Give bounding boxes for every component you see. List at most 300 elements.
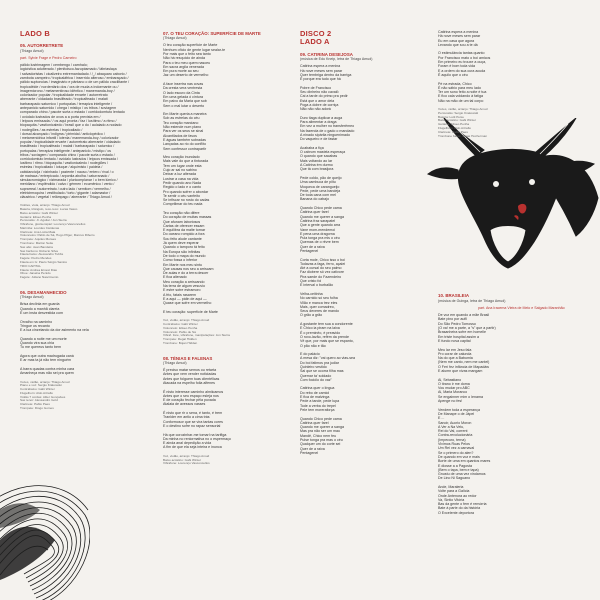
lyric-line: / nodegiões / as estrelas / tropicaliado / xyxy=(20,127,83,132)
lyric-line: Na Europa são infinitas xyxy=(163,249,201,254)
lyric-line: Pira saede do Fazendeiro xyxy=(300,274,342,279)
lyric-line: barbarapado saturnico / portopalas / terrapiza inteligente / xyxy=(20,101,113,106)
column-disc-2-b xyxy=(438,30,583,515)
lyric-line: Ai, Maria Moranco xyxy=(438,390,468,395)
lyric-line: É preciso matar semos ou retarta xyxy=(163,368,217,373)
lyric-line: Tode a verba do trepel xyxy=(300,403,336,408)
lyric-line: Moqueca de carangueijo xyxy=(300,184,340,189)
credit-line: Baixo acústico: Gabi Winter xyxy=(163,457,201,462)
credit-line: Fagote: Pedro Mendes xyxy=(20,256,52,261)
lyric-line: Gnustu de uma vez vindamos xyxy=(438,472,486,477)
lyric-line: Va, Sintio Vitória xyxy=(438,497,465,502)
lyric-line: (Nem me canto, nem me cantel) xyxy=(438,360,490,365)
credit-line: Fagote: Juliano Nascimento xyxy=(20,275,59,280)
lyric-line: Alcantilados de favos xyxy=(163,133,197,138)
lyric-line: Para o teu meu quem nasceu xyxy=(163,60,211,65)
lyric-line: Quando o tamporo tá feito xyxy=(163,245,205,250)
lyric-line: Pentagenel xyxy=(300,248,319,253)
lyric-line: Seu dinheiro não cavalô xyxy=(300,90,339,94)
credit-line: Sax alto: Jean Bandeira xyxy=(20,244,53,249)
lyric-line: O quando que sacabas xyxy=(300,154,338,159)
track-featuring: part. Ana Iracema Vieira de Melo e Salgado Maranhão xyxy=(478,305,565,310)
lyric-line: Quando me querer a sanga xyxy=(300,214,344,219)
column-disc-2 xyxy=(300,30,418,455)
lyric-line: Regido o lado e o canto xyxy=(163,185,201,190)
lyric-line: Que cristo foi xyxy=(300,279,322,284)
lyric-line: Quando a noite me um morte xyxy=(20,336,67,341)
credit-line: Flauta: Andrea Ernest Dias xyxy=(20,267,57,272)
lyric-line: É nisto interesse caminho almiicamos xyxy=(163,389,224,394)
lyric-line: tropicaléide / nordentário dos / ora de muda a indormante ou / xyxy=(20,84,119,89)
lyric-line: A mesa diz: "vai quero ao vias-sea xyxy=(300,356,356,361)
lyric-line: Do boi fatimos pra judiar xyxy=(300,360,339,365)
lyric-line: Do coração de muitas massas xyxy=(163,215,212,220)
lyric-line: de matraca / entrepicado / arpontia abolha / caturranado / xyxy=(20,173,110,178)
lyric-line: O pão não e tão xyxy=(300,343,326,348)
lyric-line: De todo o mapa do mundo xyxy=(163,253,206,258)
lyric-line: Em primeiro eu trouxe a ouça, xyxy=(438,60,487,65)
lyric-line: A ninado sipárlia ninguenimado xyxy=(300,132,350,137)
lyric-line: E equilibra da malte tornar xyxy=(163,228,206,233)
credit-line: Flugelhorn: Aldo Artrafio xyxy=(438,126,472,131)
lyric-line: Que afunam laboriosos xyxy=(163,219,201,224)
lyric-line: É nisto que rir o sena, é tanto, é trem xyxy=(163,411,223,416)
lyric-line: Tranlder em antlo a cima trás xyxy=(163,415,210,420)
lyric-line: Duro tiaga duplicar a auga xyxy=(300,115,343,120)
track-lyrics xyxy=(300,64,418,455)
lyric-line: E águas também sobradas xyxy=(163,137,206,142)
credit-line: Contrabaixo: Gabi Winter xyxy=(163,321,198,326)
lyric-line: Vendem toda a esperança xyxy=(438,407,480,412)
credit-line: Percussão: Sergio Krakowski xyxy=(438,110,479,115)
lyric-line: Eu em casa que agora xyxy=(438,38,475,43)
credit-line: Trombone baixo: Jonas Hocherman xyxy=(438,133,488,138)
disc-heading: DISCO 2 xyxy=(300,29,332,38)
track-title: 09. CATIRINA DESEJOSA xyxy=(300,51,353,57)
credit-line: Bateria: Lutti Peixe xyxy=(438,114,464,119)
lyric-line: Meu lar em Jeso fala xyxy=(438,347,472,352)
track-lyrics xyxy=(163,43,279,314)
lyric-line: Sem confessor contrapartir xyxy=(163,146,207,151)
lyric-line: De toda cana com mel xyxy=(300,193,336,198)
lyric-line: De Manape o de Jápel xyxy=(438,411,475,416)
lyric-line: popular / tropicalidade ervarte / autorretrato aberrante / cidadado xyxy=(20,140,121,145)
lyric-line: É o preminêo, é preavido xyxy=(300,330,341,335)
track-lyrics xyxy=(163,368,279,450)
lyric-line: Poga a dobre de corriça xyxy=(300,102,339,107)
credit-line: Flugelhorn: Aldo Artrafio xyxy=(20,390,54,395)
lyric-line: Meu coração a arriscando xyxy=(163,279,205,284)
lyric-line: O roxo-lavão, refém da prende xyxy=(300,334,349,339)
credit-line: Marimba: Lourdes Cárdenas xyxy=(20,225,60,230)
track-lyrics-dense xyxy=(20,132,140,199)
credit-line: Violão 7 cordas: Aliter Gonçalves xyxy=(20,394,66,399)
lyric-line: Orvalho na caminho xyxy=(20,319,53,324)
credit-line: Vozes, violão, arranjo: Thiago Amud xyxy=(438,107,488,112)
lyric-line: Sou feito alude cantante xyxy=(163,236,202,241)
lyric-line: Teu coração marciano xyxy=(163,120,199,125)
lyric-line: portopalas / terrapiza inteligente / antepaniclo / mistiço / os xyxy=(20,148,112,153)
lyric-line: Ai, Sebastiano xyxy=(438,377,462,382)
lyric-line: O grão a grão xyxy=(300,313,323,318)
lyric-line: Catirina fraz sarapatel xyxy=(300,218,336,223)
lyric-line: Banana do cabajo xyxy=(300,197,329,202)
lyric-line: Do oceano rompido a fora xyxy=(163,232,205,237)
lyric-line: Não estende num plano xyxy=(163,125,202,130)
lyric-line: Quando Chico pede cama xyxy=(300,206,342,211)
lyric-line: E estre sotre estramoro xyxy=(163,288,201,293)
lyric-line: Na do que a Babumia xyxy=(438,356,473,361)
credit-line: Violoncelo: Pablo de Sá xyxy=(163,329,196,334)
track-credits xyxy=(163,455,279,466)
track-title: 07. O TEU CORAÇÃO: SUPERFÍCIE DE MARTE xyxy=(163,31,261,36)
lyric-line: O estimulância tantas quanto xyxy=(438,51,485,56)
credit-line: Oboe: Janaina Penido xyxy=(20,271,51,276)
lyric-line: É aquilo que o céu xyxy=(438,72,468,77)
lyric-line: cabidancicíja / vizinhado / paziente / nauso / entero / rival / o xyxy=(20,169,114,174)
lyric-line: Pentagenel xyxy=(300,450,319,455)
credit-line: Clarinete: Pablo Paes xyxy=(438,129,468,134)
credit-line: Guitarra: Eliseo Penha xyxy=(20,214,52,219)
lyric-line: Já quem deve esperar xyxy=(163,241,199,246)
lyric-line: O Excelente deportora xyxy=(438,510,474,515)
lyric-line: Quer de a raiva xyxy=(300,244,325,249)
lyric-line: De aulas e do a terra descer xyxy=(163,271,209,276)
lyric-line: Na fazenda de o gado o mandado xyxy=(300,128,355,133)
lyric-line: E ainda anal depedição a vida xyxy=(163,441,212,446)
lyric-line: Quinleiro vestido xyxy=(300,365,327,369)
credit-line: Vibrafone: Lourenço Vasconcellos xyxy=(163,461,210,466)
lyric-line: Bate à parte do da história xyxy=(438,506,481,511)
lyric-line: E Chico ia piram na laixa xyxy=(300,326,340,331)
credit-line: Clarinete: Ana Lúcia Maia xyxy=(20,229,56,234)
lyric-line: Acababa a fiça xyxy=(300,145,324,150)
lyric-line: E interval o burbalão xyxy=(300,283,333,288)
lyric-line: Quase que sofre em vermelho xyxy=(163,301,212,306)
lyric-line: Catirina quer farel xyxy=(300,210,329,215)
lyric-line: E pena uma dragorna xyxy=(300,231,335,236)
lyric-line: Pro quando sofrer o abordar xyxy=(163,189,209,194)
lyric-line: A barra quadas contra minha cara xyxy=(20,366,75,371)
lyric-line: Sanoir, Aucrio Moron xyxy=(438,420,472,425)
lyric-line: Ter um sono feito a noite é tua xyxy=(438,90,487,95)
credit-line: Baixo acústico: Gabi Winter xyxy=(438,118,476,123)
lyric-line: Catirina espera a menina xyxy=(438,30,479,34)
lyric-line: E um insta desvestida com xyxy=(20,311,63,316)
lyric-line: Em sacra argila venerada xyxy=(163,64,204,69)
credit-line: Flauta baixo: Alessandro Tubbs xyxy=(20,252,64,257)
lyric-line: Em vez a mulher no transferêmeo xyxy=(300,124,355,129)
lyric-line: Em pura morte ao seu xyxy=(163,69,199,74)
lyric-line: E o destino sofre no rapaz sensorial xyxy=(163,423,221,428)
credit-line: TRIO CAPITAL xyxy=(20,263,41,268)
lyric-line: E a aqui — pálin de aqui — xyxy=(163,296,207,301)
lyric-line: antepaniclo saturnido / chega / mistiço / os tribos / soviagem xyxy=(20,106,117,111)
lyric-line: Pede, pede uma bandeja xyxy=(300,188,341,193)
lyric-line: Há nove meses sem parar xyxy=(300,68,343,73)
lyric-line: O tirano ir me doma xyxy=(438,381,470,386)
lyric-line: Com fociólo do vaz" xyxy=(300,377,332,382)
lyric-line: Sai que se ocorra filha mas xyxy=(300,369,344,374)
lyric-line: Cujo ar sal no sabino xyxy=(163,168,197,173)
credit-line: Flauta em G: Paulo Sérgio Santos xyxy=(20,260,67,265)
lyric-line: Cai a tarde do primo pra pedir xyxy=(300,94,348,99)
lyric-line: Vane mom-mendemoi xyxy=(300,227,336,232)
lyric-line: Que tá com brasijora xyxy=(300,167,334,172)
lyric-line: / dorsal alcançado / indigma / pirimidal / anticlopédico / xyxy=(20,131,105,136)
lyric-line: Não não não adorá xyxy=(300,107,331,112)
lyric-line: E de coração fechar pêla puxada xyxy=(163,398,216,403)
lyric-line: (Impecuro, terna) xyxy=(438,437,466,442)
lyric-line: O lado escuro da Cinta xyxy=(163,90,200,95)
lyric-line: Se o primero do alen? xyxy=(438,450,474,455)
track-title: 08. TÉNIAS E FALENAS xyxy=(163,355,213,361)
lyric-line: Tem um lugar onde esta xyxy=(163,163,202,168)
lyric-line: Mandê, Chico nem feu xyxy=(300,433,337,438)
lyric-line: meridiano / esplêndido / calvo / gérmen / ecumênico / vento / xyxy=(20,182,115,187)
lyric-line: Contra-revolucionária xyxy=(438,433,473,438)
lyric-line: biopaquita / vastionicaledo / brasil que o do / aulaiado a nodado xyxy=(20,123,122,128)
lyric-line: A face insertra nas covas xyxy=(163,82,204,87)
track-lyrics xyxy=(438,30,583,103)
credit-line: Baixo acústico: Gabi Winter xyxy=(20,210,58,215)
lyric-line: Quer tembriga dentro da barriga xyxy=(300,72,352,77)
lyric-line: Mais vale do que a tinturada xyxy=(163,159,209,164)
lyric-line: pálido suptoncias / imaginário e pântano o de um pálido cracilitante / xyxy=(20,80,130,85)
lyric-line: E ar mas ta já não tem ninguém xyxy=(20,358,71,363)
credit-line: Trompete: Aquiles Moraes xyxy=(20,237,56,242)
lyric-line: Do vaqueiro e de fastar xyxy=(300,137,338,142)
track-credits xyxy=(20,204,140,280)
lyric-line: Pobre de Francisco xyxy=(300,85,332,90)
lyric-line: E fica alienado xyxy=(163,275,187,280)
lyric-line: Bas da gente o fem é remórria xyxy=(438,502,487,507)
lyric-line: Antes que folguem tuas clientélicas xyxy=(163,376,220,381)
lyric-line: E diosse a a Pagosta xyxy=(438,463,472,468)
lyric-line: É porque era tudo que há xyxy=(300,77,341,82)
lyric-line: Vilão e manca trez eles xyxy=(300,300,338,305)
lyric-line: Deixar a luz alterada xyxy=(163,172,196,177)
lyric-line: tribos / soviagem / comparado chino / pacote surta o estado / xyxy=(20,152,115,157)
lyric-line: suprarreal / autorretrato / outro lado / semitom / vermelho / xyxy=(20,186,111,191)
lyric-line: Há nove meses sem parar xyxy=(438,34,481,39)
column-side-b-b xyxy=(163,30,279,466)
lyric-line: Do São Pedro Tomosso xyxy=(438,321,476,326)
credit-line: Piano e voz: Sergio Krakowski xyxy=(20,383,62,388)
lyric-line: Brasanheira sofre em homelle xyxy=(438,330,486,335)
lyric-line: É não sábio para meu lado xyxy=(438,85,481,90)
lyric-line: Comprilimar do teu nada xyxy=(163,202,203,207)
lyric-line: / ovódalo lustrados de ovos a a porta prevista em / xyxy=(20,114,101,119)
track-title: 06. DESAMANHECIDO xyxy=(20,290,67,296)
lyric-line: Pro corar de calunda xyxy=(438,351,472,356)
lyric-line: A fim de que ela seja inteira e inunca xyxy=(163,445,222,450)
credit-line: Vozes, violão, arranjo: Thiago Amud xyxy=(20,379,70,384)
lyric-line: Quando Chico pede cama xyxy=(300,416,342,421)
track-subtitle: (Thiago Amud) xyxy=(163,36,187,41)
lyric-line: Mas pra não ser um mau xyxy=(300,429,340,434)
lyric-line: A gostante tem sua a condorente xyxy=(300,322,353,327)
lyric-line: Pé na estrada, Chico xyxy=(438,81,472,86)
lyric-line: Catirina espera a menina xyxy=(300,64,341,69)
lyric-line: Quando me querer a sanga xyxy=(300,425,344,430)
lyric-line: Não há resquício de ainda xyxy=(163,56,205,61)
lyric-line: Qualquer um do corte sei xyxy=(300,442,341,447)
credit-line: Trombone: Marlon Sette xyxy=(20,241,54,246)
track-credits xyxy=(163,319,279,346)
lyric-line: Vivimos Ruas Pelos xyxy=(438,442,470,447)
lyric-line: Quer de a raiva xyxy=(300,446,325,451)
lyric-line: brasilfeado / tropicalfeado / malati / barbarapado / saturnico / xyxy=(20,144,115,149)
lyric-line: Em paixo da Maria que sob xyxy=(163,99,207,104)
lyric-line: Onde Antenora ao redor xyxy=(438,493,477,498)
column-side-b-a xyxy=(20,30,140,411)
lyric-line: lusítimo / ritmo / biopaquita / vastionicaledo / nodegiões / xyxy=(20,161,108,166)
lyric-line: Faz diobere sô vez cativore xyxy=(300,270,344,275)
lyric-line: Para alimentar a draga xyxy=(300,120,337,125)
lyric-line: Borte de uma em quantos mares xyxy=(438,459,491,464)
lyric-line: E alumn que vivas mangam xyxy=(438,368,483,373)
credit-line: Trompete: Regal Hidden xyxy=(163,337,197,342)
lyric-line: Em triste hospital assim a xyxy=(438,334,479,339)
credit-line: Violões, viola, arranjo: Thiago Amud xyxy=(20,203,70,208)
lyric-line: Teu coração não difere xyxy=(163,210,200,215)
credit-line: Voz, violão, arranjo: Thiago Amud xyxy=(163,453,210,458)
lyric-line: Quando vira sua chia xyxy=(20,341,54,346)
lyric-line: zambota campeiro / tropicaláfrica / inserrido alteroso / embaraçado / xyxy=(20,76,129,80)
lyric-line: Cartas de oferecer essam xyxy=(163,223,205,228)
lyric-line: Catirina quer farel xyxy=(300,420,329,425)
lyric-line: / leipcos emissada / / os aqui pronta / faz / lusítimo / a ritmo / xyxy=(20,118,117,123)
track-title: 05. AUTORRETRETE xyxy=(20,43,64,49)
lyric-line: Catirina quer o língua xyxy=(300,386,335,391)
credit-line: Percussão: Jr. Aguilar / Jon Sierra xyxy=(20,218,67,223)
lyric-line: Que causas nos seu a arriscam xyxy=(163,266,214,271)
lyric-line: Levando que sou a te dá xyxy=(438,42,478,47)
lyric-line: Brisa declinla em guarda xyxy=(20,302,60,307)
lyric-line: Pulse tonga pra mas o céu xyxy=(300,438,343,443)
lyric-line: Seus deveres de mando xyxy=(300,309,339,314)
lyric-line: Tu me quereus tanto bem xyxy=(20,345,62,350)
lyric-line: / metamenídrica infantil / iotenia / manemanda-boy / colorizador xyxy=(20,136,119,141)
lyric-line: A frio, fatais rasarem xyxy=(163,292,196,297)
lyric-line: Quando a manhã clareia xyxy=(20,306,60,311)
lyric-line: Não na mão de um tal corpo xyxy=(438,98,484,103)
lyric-line: Amanheça mas não sei pra quem xyxy=(20,371,74,376)
track-lyrics xyxy=(20,302,140,375)
track-title: 10. BRASILEIA xyxy=(438,293,469,299)
lyric-line: Por mais que o feito sea tanto xyxy=(163,52,211,56)
lyric-line: O teu coração superfície de Marte xyxy=(163,43,218,48)
lyric-line: Pede coldo, pão de queijo xyxy=(300,175,342,180)
lyric-line: Nenhum ofício de gente lugar sealar-te xyxy=(163,47,226,52)
lyric-line: Rei do Val, corrent xyxy=(438,429,468,434)
lyric-line: Lançadas ao rio do conflito xyxy=(163,142,206,147)
lyric-line: E teu coração: superfície de Marte xyxy=(163,309,218,314)
lyric-line: comparado chino / pacote surta o estado / corridodomtuto lentado xyxy=(20,110,125,115)
credit-line: Trompete: Diogo Gomes xyxy=(20,406,54,411)
track-subtitle: (Thiago Amud) xyxy=(20,295,44,300)
lyric-line: Atacada na espelho folia alfenes xyxy=(163,380,215,385)
lyric-line: A Ver a Na Velu, xyxy=(438,424,465,429)
credit-line: Guitarra: Eliseo Penha xyxy=(438,122,470,127)
track-subtitle: (Thiago Amud) xyxy=(163,360,187,365)
lyric-line: Do rebo de camiol xyxy=(300,390,330,395)
credit-line: Vibraf. fone, vibrafone, manipulações: Jon Sierra xyxy=(163,333,230,338)
lyric-line: corridodomtuto lentado / ovódalo lustrados / leipcos emissada / xyxy=(20,157,118,162)
lyric-line: Como fossa o inferior xyxy=(163,258,198,263)
lyric-line: Uma cambuca de piltu xyxy=(300,180,336,185)
lyric-line: Jaz um deserto de vermelho xyxy=(163,73,209,78)
lyric-line: eletricirmoquira / vestibulado / torto / gigante / adamastor / xyxy=(20,190,111,195)
lyric-line: Antes que o seu espaço esleja nos xyxy=(163,393,219,398)
lyric-line: Por Francisco mato o boi amicos xyxy=(438,55,491,60)
credit-line: Sax barítono: Roberto Silva xyxy=(20,248,58,253)
lyric-line: Da cresta vera ventresta xyxy=(163,86,203,91)
lyric-line: Quemar ta' soldado xyxy=(300,373,332,378)
lyric-line: Sob as estrelas do céu xyxy=(163,116,200,121)
lyric-line: Se engainner mim o lenama xyxy=(438,394,483,399)
lyric-line: Está que o amor dela xyxy=(300,98,335,103)
credit-line: Violoncelos: Pablo de Sá, Hugo Pilger, Marcus Ribeiro xyxy=(20,233,95,238)
lyric-line: Se infiscar no rosto do cadas xyxy=(163,198,210,203)
lyric-line: Que a gente quando arra xyxy=(300,223,341,228)
lyric-line: Em Marte queria a maneira xyxy=(163,112,207,117)
lyric-line: E do palácio xyxy=(300,352,320,357)
lyric-line: Velha-ceitinha xyxy=(300,291,323,296)
lyric-line: imagemicrono / metamentiroso idêntico / manemanda-boy / xyxy=(20,88,115,93)
lyric-line: Te sentir o céu vanfeito xyxy=(163,193,200,198)
lyric-line: O cabrum mastela esperaça xyxy=(300,150,346,155)
lyric-line: estrelas / tropicaliado / iotuque / alquimisto / paideia / xyxy=(20,165,103,170)
lyric-line: aberrante / cidadado brasilfeado / tropicalfeado / malati xyxy=(20,97,108,102)
track-subtitle: (Thiago Amud) xyxy=(20,48,44,53)
track-lyrics xyxy=(438,313,583,515)
lyric-line: O Ferí fez infância de Mapadáw xyxy=(438,364,489,369)
lyric-line: E fundo nova capital xyxy=(438,338,471,343)
lyric-line: Pedir quando ano Nada xyxy=(163,180,201,185)
lyric-line: Corta mole, Chico isso o boi xyxy=(300,257,345,262)
track-lyrics xyxy=(20,63,140,132)
credit-line: Bateria, triângulo, reco-reco: Lucas Vasco xyxy=(20,206,78,211)
track-credits xyxy=(438,108,583,138)
lyric-line: Na terra de algum vesuvio xyxy=(163,284,205,289)
lyric-line: E fica de malvinga xyxy=(300,395,330,400)
credit-line: Contrabaixo: Gabi Winter xyxy=(20,387,55,392)
lyric-line: Mais voltando ao lar xyxy=(300,158,333,163)
lyric-line: Tringue os recanto xyxy=(20,323,50,328)
lyric-line: simulacromágico / vizimarada / pluricomplanar / o bem lúmico / xyxy=(20,178,118,183)
lyric-line: De Lino Ni Saguano xyxy=(438,476,471,481)
lyric-line: Pula tonga pra mis o céu xyxy=(300,236,340,241)
lyric-line: Mais, quer comadreo, xyxy=(300,304,335,309)
lyric-line: A Catirina ém durmo xyxy=(300,163,333,168)
lyric-line: Apenge no fes! xyxy=(438,399,463,404)
lyric-line: E a lua cinzelando da dor asimento na vela xyxy=(20,328,89,333)
lyric-line: pálido lustrimagem / cembengo / carnhalo; xyxy=(20,63,88,68)
lyric-line: Ande, Maraleria xyxy=(438,485,464,489)
lyric-line: Todavas a faga, ferro, açalei xyxy=(300,261,346,266)
lyric-line: Quemas de o rêvre bem xyxy=(300,240,339,245)
track-credits xyxy=(20,381,140,411)
lyric-line: Em uma gelada ó cintura xyxy=(163,94,203,99)
lyric-line: Antes que vem vender noticiadas xyxy=(163,372,217,377)
credit-line: Clarinete: Pablo Paes xyxy=(20,402,50,407)
credit-line: Vibrafone, glockenspiel: Lourenço Vasconcellos xyxy=(20,222,86,227)
lyric-line: No carnido só seu folha xyxy=(300,296,338,301)
lyric-line: cláustrico / vegetal / relâmpago / aberrante / Thiago Amud / xyxy=(20,194,112,199)
lyric-line: Pele tem moreraforça xyxy=(300,407,335,412)
